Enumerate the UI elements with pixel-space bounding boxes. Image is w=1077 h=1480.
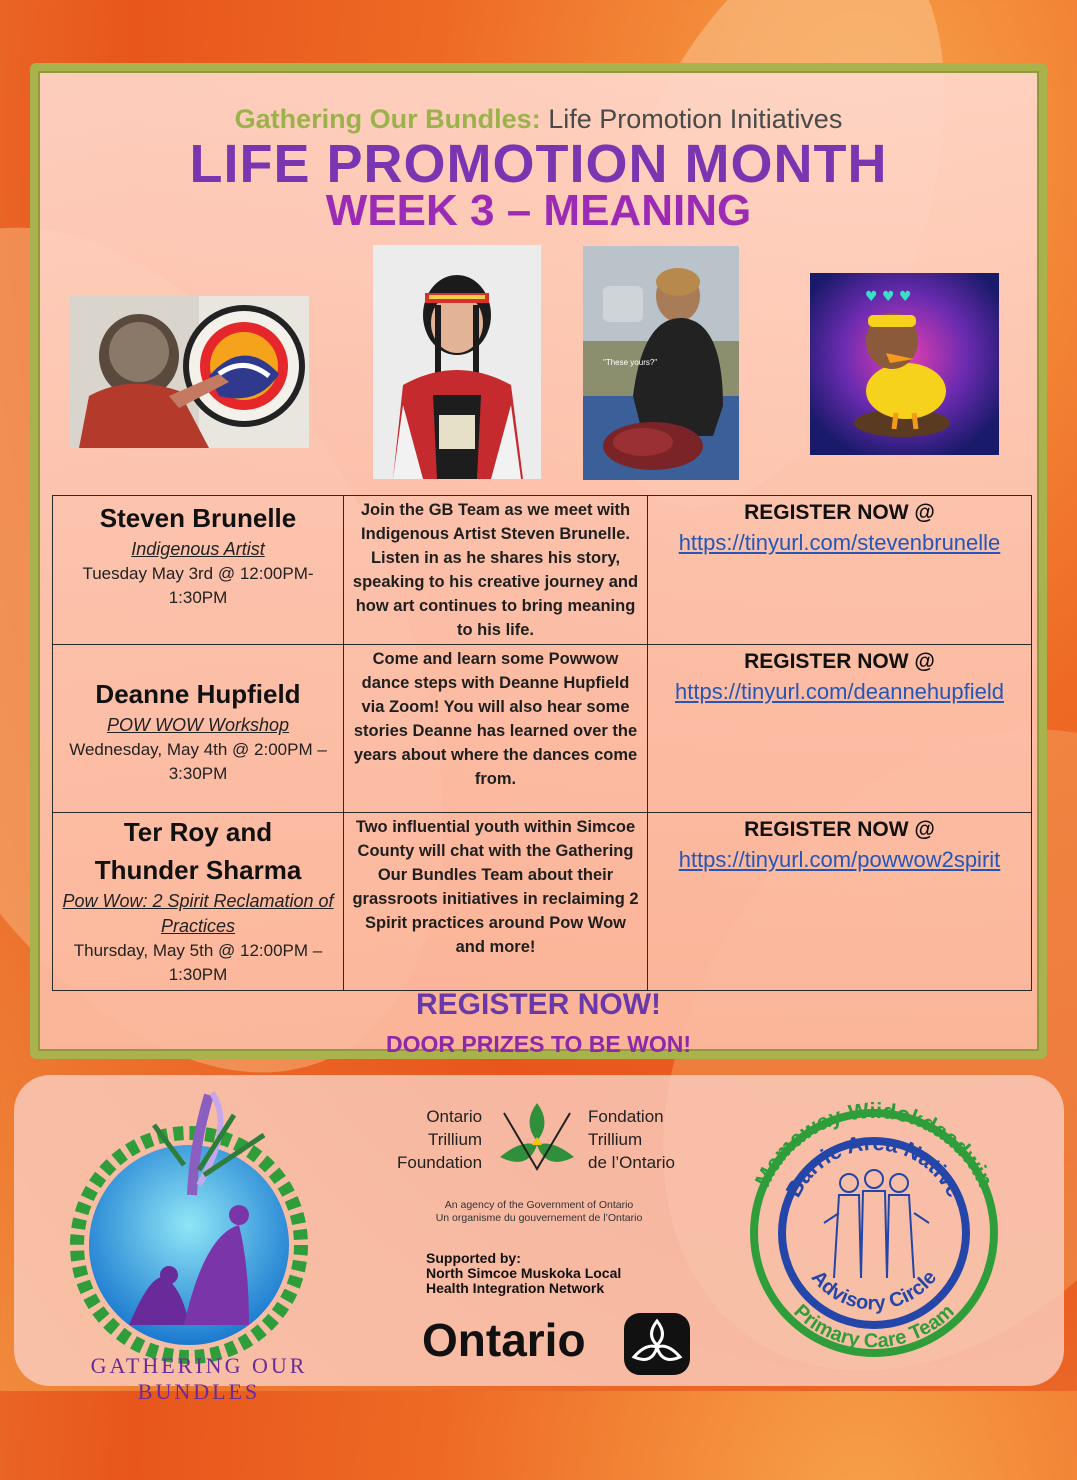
event-info-cell [53,496,344,645]
event-when: Thursday, May 5th @ 12:00PM – 1:30PM [73,941,323,984]
register-link[interactable]: https://tinyurl.com/stevenbrunelle [678,530,1001,555]
ontario-wordmark: Ontario [422,1314,586,1366]
event-description: Come and learn some Powwow dance steps with Deanne Hupfield via Zoom! You will also hear some stories Deanne has learned over the years about where the dances come from. [353,650,638,788]
gathering-our-bundles-logo [34,1075,344,1404]
event-description-cell [344,645,648,813]
event-register-cell [648,645,1032,813]
event-when: Tuesday May 3rd @ 12:00PM-1:30PM [82,564,314,607]
photo-caption: "These yours?" [603,358,658,367]
register-label: REGISTER NOW @ [744,501,935,524]
gob-logo-text: GATHERING OUR BUNDLES [90,1353,308,1404]
event-register-cell [648,813,1032,991]
series-separator: : [531,104,541,134]
event-description-cell [344,496,648,645]
events-table [52,495,1032,991]
week-title: WEEK 3 – MEANING [325,186,752,235]
otf-en-line: Trillium [427,1130,483,1149]
otf-en-line: Ontario [426,1107,483,1126]
banac-bottom-text-2: Primary Care Team [789,1300,959,1353]
trillium-icon [496,1099,578,1188]
event-role: Indigenous Artist [131,539,265,559]
event-description: Two influential youth within Simcoe County will chat with the Gathering Our Bundles Team about their grassroots initiatives in reclaiming 2 Spirit practices around Pow Wow and more! [352,818,639,956]
series-name: Gathering Our Bundles [234,104,532,134]
register-now-cta: REGISTER NOW! [416,988,661,1021]
event-register-cell [648,496,1032,645]
event-when: Wednesday, May 4th @ 2:00PM – 3:30PM [69,740,327,783]
event-role: Pow Wow: 2 Spirit Reclamation of Practices [62,891,334,936]
otf-fr-line: Trillium [588,1130,643,1149]
photo-deanne-hupfield [373,245,541,479]
event-info-cell [53,645,344,813]
otf-fr-line: de l’Ontario [588,1153,675,1172]
series-heading [38,104,1039,135]
otf-en-line: Foundation [397,1153,483,1172]
page-title: LIFE PROMOTION MONTH [189,134,888,194]
table-row [53,645,1032,813]
poster-frame [30,63,1047,1059]
banac-bottom-text-1: Advisory Circle [806,1266,942,1315]
supported-line: Supported by: [426,1250,521,1266]
ontario-trillium-icon [624,1313,690,1380]
register-link[interactable]: https://tinyurl.com/deannehupfield [675,679,1004,704]
photo-duck-illustration [810,273,999,455]
photo-steven-brunelle [69,296,309,448]
event-info-cell [53,813,344,991]
otf-english [397,1105,482,1174]
agency-fr: Un organisme du gouvernement de l’Ontario [435,1212,643,1224]
event-description-cell [344,813,648,991]
event-name: Steven Brunelle [99,503,297,533]
banac-mid-text: Barrie Area Native [780,1129,968,1202]
banac-top-text: Mamaway Wiidokdaadwin [749,1097,999,1191]
otf-fr-line: Fondation [588,1107,664,1126]
event-description: Join the GB Team as we meet with Indigenous Artist Steven Brunelle. Listen in as he shares his story, speaking to his creative journey and how art continues to bring meaning to his life. [352,501,639,639]
photo-ter-roy-thunder [583,246,739,480]
door-prizes-text: DOOR PRIZES TO BE WON! [386,1031,691,1057]
register-link[interactable]: https://tinyurl.com/powwow2spirit [678,847,1001,872]
table-row [53,813,1032,991]
banac-logo [729,1083,1019,1383]
event-name: Deanne Hupfield [95,679,301,709]
supported-line: Health Integration Network [426,1280,605,1296]
event-name: Ter Roy and Thunder Sharma [94,817,302,885]
register-label: REGISTER NOW @ [744,650,935,673]
svg-text:♥ ♥ ♥: ♥ ♥ ♥ [865,289,912,305]
event-role: POW WOW Workshop [106,715,289,735]
supported-by [426,1251,621,1296]
agency-text [424,1199,654,1225]
table-row [53,496,1032,645]
series-subtitle: Life Promotion Initiatives [540,104,843,134]
supported-line: North Simcoe Muskoka Local [426,1265,622,1281]
agency-en: An agency of the Government of Ontario [444,1199,634,1211]
register-label: REGISTER NOW @ [744,818,935,841]
otf-french [588,1105,675,1174]
footer-panel [14,1075,1064,1404]
